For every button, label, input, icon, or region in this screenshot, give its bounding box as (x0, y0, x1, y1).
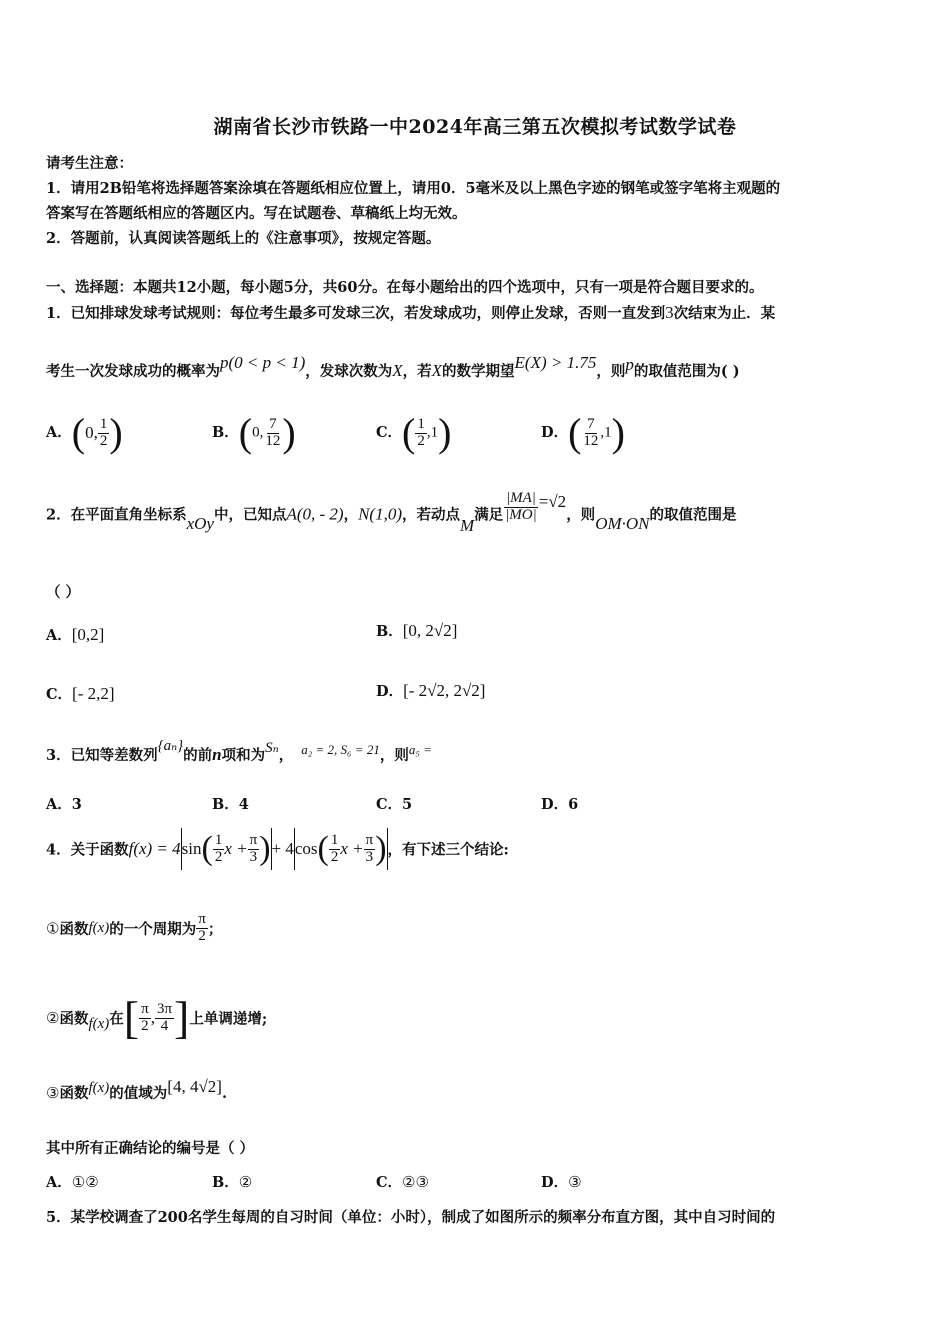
q4-text: . (221, 1085, 227, 1102)
q1-var-x: X (392, 361, 403, 380)
option-label: B． (212, 424, 239, 441)
option-value: ①② (71, 1173, 99, 1191)
q2-text: 2．在平面直角坐标系 (46, 506, 187, 524)
q1-number: 3 (665, 303, 674, 322)
fraction: $\frac{1}{2}$ (214, 831, 223, 865)
q1-text: ，若 (402, 363, 432, 380)
q2-comma: ， (343, 506, 359, 524)
q1-text: ，则 (596, 363, 626, 380)
fraction: $\frac{\pi}{2}$ (198, 911, 206, 944)
notice-item-1-line-1: 1．请用2B铅笔将选择题答案涂填在答题纸相应位置上，请用0．5毫米及以上黑色字迹的钢笔或签字笔将主观题的 (46, 180, 781, 197)
q3-option-c[interactable] (376, 793, 412, 814)
q1-line-2 (46, 353, 740, 381)
q4-fx: f(x) (88, 1015, 110, 1032)
option-label: A． (46, 627, 72, 644)
section-heading: 一、选择题：本题共12小题，每小题5分，共60分。在每小题给出的四个选项中，只有一项是符合题目要求的。 (46, 279, 764, 296)
q3-option-b[interactable] (212, 793, 249, 814)
q4-conclusion-3 (46, 1077, 227, 1103)
option-value: 5 (402, 796, 413, 813)
q3-text: ，则 (379, 747, 409, 764)
q4-text: ，有下述三个结论: (387, 841, 509, 859)
option-value: [- 2,2] (72, 684, 115, 703)
q2-point-n: N(1,0) (358, 504, 403, 524)
q1-text: 的取值范围为( ) (633, 363, 740, 380)
q3-text: 项和为 (221, 747, 266, 764)
q2-text: 中，已知点 (213, 506, 287, 524)
q3-line-1 (46, 738, 432, 765)
q1-var-x: X (431, 361, 443, 380)
q4-sin: sin (181, 839, 202, 858)
option-label: D． (541, 796, 569, 813)
fraction: $\frac{3\pi}{4}$ (156, 1000, 173, 1034)
notice-item-2: 2．答题前，认真阅读答题纸上的《注意事项》，按规定答题。 (46, 230, 441, 247)
q4-option-c[interactable] (376, 1171, 429, 1192)
option-value: [- 2√2, 2√2] (403, 681, 486, 700)
q1-text: 的数学期望 (442, 363, 515, 380)
q3-sum: Sₙ (265, 740, 279, 756)
circled-one: ① (46, 919, 60, 938)
q3-sequence: {aₙ} (157, 738, 184, 754)
q4-text: 4．关于函数 (46, 841, 129, 859)
q4-func-lhs: f(x) = 4 (128, 839, 181, 858)
q4-plus-four: + 4 (271, 839, 294, 858)
option-label: A． (46, 1174, 72, 1191)
q1-line-1 (46, 302, 775, 323)
q3-ask: a₅ = (408, 742, 432, 757)
option-label: A． (46, 424, 72, 441)
option-label: C． (376, 796, 403, 813)
option-label: C． (376, 424, 403, 441)
q2-option-c[interactable] (46, 683, 115, 704)
q2-var-m: M (460, 516, 475, 536)
q4-fx: f(x) (88, 1080, 110, 1096)
q1-text: 考生一次发球成功的概率为 (46, 363, 220, 380)
notice-item-1-line-2: 答案写在答题纸相应的答题区内。写在试题卷、草稿纸上均无效。 (46, 205, 467, 222)
q2-option-d[interactable] (376, 680, 485, 701)
q2-option-b[interactable] (376, 620, 457, 641)
q1-text: ，发球次数为 (305, 363, 393, 380)
q4-x-plus: x + (340, 839, 364, 858)
q4-text: 函数 (59, 1085, 89, 1102)
q2-dot-product: OM·ON (595, 514, 650, 534)
page-title: 湖南省长沙市铁路一中2024年高三第五次模拟考试数学试卷 (213, 116, 737, 138)
q1-text: 1．已知排球发球考试规则：每位考生最多可发球三次，若发球成功，则停止发球，否则一直发到 (46, 305, 666, 322)
q4-option-a[interactable] (46, 1171, 99, 1192)
q3-text: 3．已知等差数列 (46, 747, 158, 764)
q4-text: 函数 (59, 1010, 89, 1028)
q2-point-a: A(0, - 2) (286, 504, 344, 524)
fraction: $\frac{7}{12}$ (583, 415, 599, 449)
q4-x-plus: x + (224, 839, 248, 858)
option-label: A． (46, 796, 72, 813)
q1-option-d[interactable]: D．( $\frac{7}{12}$ ,1) (541, 410, 625, 455)
option-value: 6 (568, 796, 579, 813)
q2-text: ，则 (566, 506, 596, 524)
option-value: 3 (71, 796, 82, 813)
fraction: $\frac{\pi}{3}$ (249, 831, 258, 865)
q1-option-a[interactable]: A．(0, $\frac{1}{2}$ ) (46, 410, 123, 455)
option-label: B． (212, 796, 239, 813)
fraction: $\frac{\pi}{3}$ (365, 831, 374, 865)
notice-heading: 请考生注意： (46, 155, 133, 172)
q4-text: 的一个周期为 (109, 920, 197, 938)
q1-expectation: E(X) > 1.75 (514, 353, 597, 372)
fraction: $\frac{7}{12}$ (265, 415, 281, 449)
option-value: [0,2] (71, 625, 105, 644)
q4-option-b[interactable] (212, 1171, 252, 1192)
q3-var-n: n (212, 745, 222, 764)
q2-text: ，若动点 (402, 506, 461, 524)
circled-two: ② (46, 1009, 60, 1027)
q2-text: 满足 (474, 506, 504, 524)
q4-cos: cos (294, 839, 318, 858)
q2-ratio-value: =√2 (538, 492, 567, 512)
q4-conclusion-1 (46, 912, 222, 945)
option-value: [0, 2√2] (402, 621, 458, 640)
q1-var-p: p (625, 355, 634, 374)
fraction: $\frac{1}{2}$ (417, 415, 425, 449)
option-label: D． (541, 424, 569, 441)
option-label: B． (376, 623, 403, 640)
option-label: D． (376, 683, 404, 700)
q2-line-1 (46, 490, 737, 536)
q4-line-1: 4．关于函数f(x) = 4sin( $\frac{1}{2}$ x + $\frac{\pi}{3}$ )+ 4cos( $\frac{1}{2}$ x + $\frac{\pi}{3}$ )，有下述三个结论: (46, 828, 509, 870)
option-value: ②③ (402, 1173, 429, 1191)
q4-fx: f(x) (88, 919, 110, 936)
option-value: ② (238, 1173, 253, 1191)
fraction: $\frac{\pi}{2}$ (141, 1000, 149, 1034)
q1-prob-condition: p(0 < p < 1) (220, 353, 306, 372)
q3-given: a₂ = 2, S₆ = 21 (301, 742, 380, 757)
q2-option-a[interactable] (46, 624, 104, 645)
q4-text: 函数 (59, 920, 89, 938)
q4-text: 上单调递增; (189, 1010, 268, 1028)
q2-paren: （ ） (46, 584, 81, 601)
q2-ratio: $\frac{|MA|}{|MO|}$ (505, 490, 537, 523)
q4-text: 在 (109, 1010, 124, 1028)
option-label: B． (212, 1174, 239, 1191)
q1-text-end: 次结束为止．某 (673, 305, 776, 322)
circled-three: ③ (46, 1084, 60, 1102)
q1-option-b[interactable]: B．(0, $\frac{7}{12}$ ) (212, 410, 296, 455)
q3-text: ， (278, 747, 294, 764)
option-label: C． (376, 1174, 403, 1191)
q4-text: ； (207, 920, 223, 938)
q3-text: 的前 (183, 747, 213, 764)
option-label: C． (46, 686, 73, 703)
q4-option-d[interactable] (541, 1171, 582, 1192)
fraction: $\frac{1}{2}$ (99, 415, 108, 449)
q4-ask: 其中所有正确结论的编号是（ ） (46, 1140, 255, 1157)
q2-text: 的取值范围是 (649, 506, 737, 524)
option-label: D． (541, 1174, 569, 1191)
option-value: 4 (238, 796, 249, 813)
fraction: $\frac{1}{2}$ (330, 831, 339, 865)
q4-range: [4, 4√2] (167, 1077, 222, 1096)
q5-line-1: 5．某学校调查了200名学生每周的自习时间（单位：小时），制成了如图所示的频率分布直方图，其中自习时间的 (46, 1209, 776, 1226)
q1-option-c[interactable]: C．( $\frac{1}{2}$ ,1) (376, 410, 452, 455)
q3-option-a[interactable] (46, 793, 82, 814)
q3-option-d[interactable] (541, 793, 578, 814)
q2-coord-system: xOy (186, 514, 214, 534)
q4-conclusion-2: ②函数f(x)在[ $\frac{\pi}{2}$ , $\frac{3\pi}{4}$ ]上单调递增; (46, 992, 268, 1043)
option-value: ③ (568, 1173, 582, 1191)
q4-text: 的值域为 (109, 1085, 168, 1102)
